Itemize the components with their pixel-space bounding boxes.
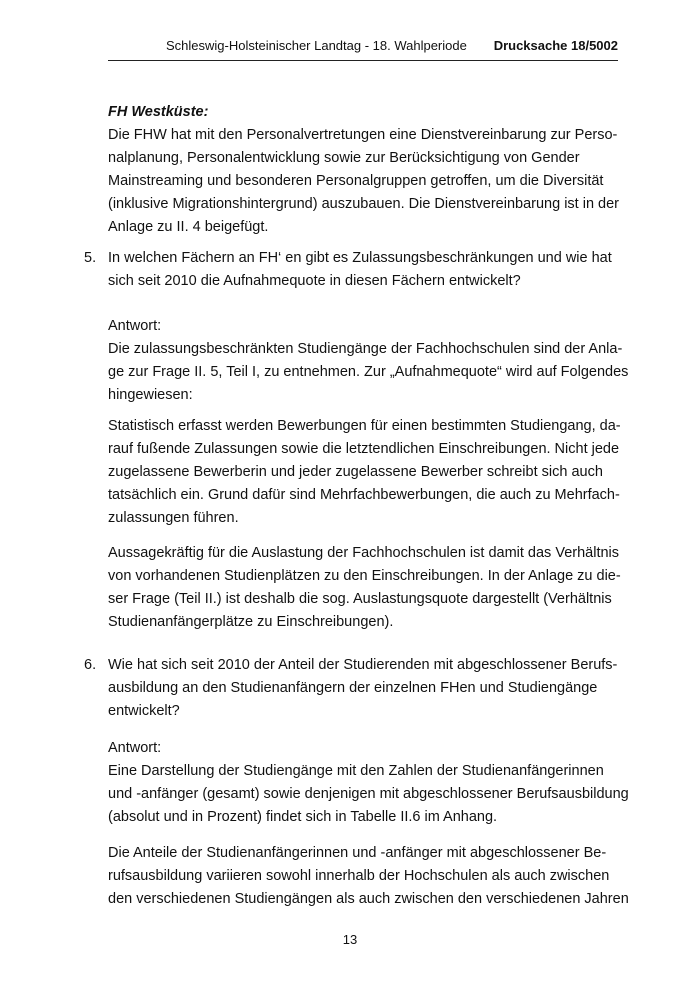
question-line: Wie hat sich seit 2010 der Anteil der Studierenden mit abgeschlossener Berufs- <box>108 657 618 673</box>
question-line: ausbildung an den Studienanfängern der einzelnen FHen und Studiengänge <box>108 680 598 696</box>
text-line: Die zulassungsbeschränkten Studiengänge der Fachhochschulen sind der Anla- <box>108 341 623 357</box>
text-line: rufsausbildung variieren sowohl innerhalb der Hochschulen als auch zwischen <box>108 868 610 884</box>
header-doc-number: Drucksache 18/5002 <box>493 38 618 53</box>
question-line: sich seit 2010 die Aufnahmequote in diesen Fächern entwickelt? <box>108 273 521 289</box>
header-rule <box>108 60 618 61</box>
text-line: (absolut und in Prozent) findet sich in Tabelle II.6 im Anhang. <box>108 809 498 825</box>
text-line: ge zur Frage II. 5, Teil I, zu entnehmen. Zur „Aufnahmequote“ wird auf Folgendes <box>108 364 629 380</box>
text-line: (inklusive Migrationshintergrund) auszubauen. Die Dienstvereinbarung ist in der <box>108 196 619 212</box>
answer-5-block-3 <box>108 542 621 634</box>
header-title: Schleswig-Holsteinischer Landtag - 18. Wahlperiode <box>166 38 467 53</box>
text-line: Statistisch erfasst werden Bewerbungen für einen bestimmten Studiengang, da- <box>108 418 621 434</box>
text-line: tatsächlich ein. Grund dafür sind Mehrfachbewerbungen, die auch zu Mehrfach- <box>108 487 620 503</box>
answer-6-block-1 <box>108 737 629 829</box>
text-line: rauf fußende Zulassungen sowie die letztendlichen Einschreibungen. Nicht jede <box>108 441 620 457</box>
text-line: zugelassene Bewerberin und jeder zugelassene Bewerber schreibt sich auch <box>108 464 603 480</box>
text-line: ser Frage (Teil II.) ist deshalb die sog. Auslastungsquote dargestellt (Verhältnis <box>108 591 612 607</box>
text-line: zulassungen führen. <box>108 510 239 526</box>
text-line: Anlage zu II. 4 beigefügt. <box>108 219 269 235</box>
text-line: Aussagekräftig für die Auslastung der Fachhochschulen ist damit das Verhältnis <box>108 545 620 561</box>
section-fh-westkueste <box>108 101 618 239</box>
answer-6-block-2 <box>108 842 629 911</box>
question-5-text <box>108 247 618 293</box>
text-line: Mainstreaming und besonderen Personalgruppen getroffen, um die Diversität <box>108 173 604 189</box>
text-line: Eine Darstellung der Studiengänge mit den Zahlen der Studienanfängerinnen <box>108 763 604 779</box>
question-6-number: 6. <box>84 657 97 673</box>
question-line: In welchen Fächern an FH‘ en gibt es Zulassungsbeschränkungen und wie hat <box>108 250 612 266</box>
page-header <box>108 38 618 60</box>
page-number: 13 <box>342 932 358 947</box>
text-line: von vorhandenen Studienplätzen zu den Einschreibungen. In der Anlage zu die- <box>108 568 621 584</box>
text-line: hingewiesen: <box>108 387 193 403</box>
answer-label: Antwort: <box>108 318 162 334</box>
question-line: entwickelt? <box>108 703 180 719</box>
text-line: und -anfänger (gesamt) sowie denjenigen mit abgeschlossener Berufsausbildung <box>108 786 629 802</box>
answer-label: Antwort: <box>108 740 162 756</box>
answer-5-block-1 <box>108 315 629 407</box>
text-line: nalplanung, Personalentwicklung sowie zur Berücksichtigung von Gender <box>108 150 580 166</box>
text-line: Die Anteile der Studienanfängerinnen und -anfänger mit abgeschlossener Be- <box>108 845 607 861</box>
question-5-number: 5. <box>84 250 97 266</box>
text-line: Die FHW hat mit den Personalvertretungen eine Dienstvereinbarung zur Perso- <box>108 127 618 143</box>
text-line: Studienanfängerplätze zu Einschreibungen). <box>108 614 394 630</box>
section-title: FH Westküste: <box>108 104 209 120</box>
answer-5-block-2 <box>108 415 621 530</box>
text-line: den verschiedenen Studiengängen als auch zwischen den verschiedenen Jahren <box>108 891 629 907</box>
question-6-text <box>108 654 618 723</box>
